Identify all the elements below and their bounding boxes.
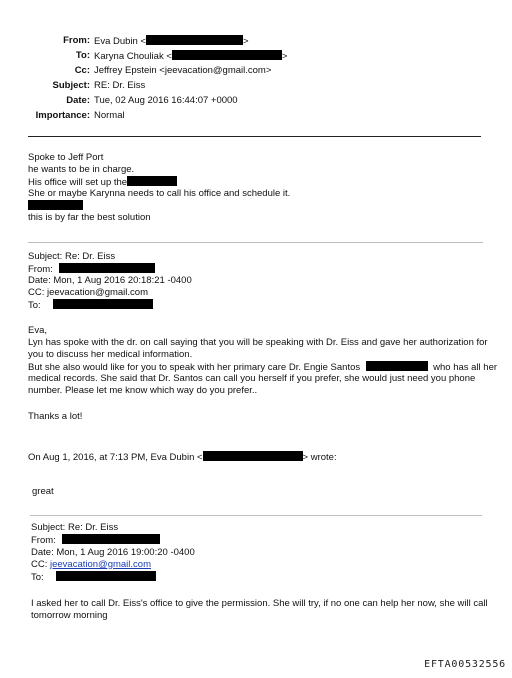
document-id: EFTA00532556 [424,659,506,670]
quoted1-p5: number. Please let me know which way do you prefer.. [28,385,258,396]
from-close: > [243,36,249,47]
to-value [94,50,287,63]
redaction-block [28,200,83,210]
quoted1-p3-text: But she also would like for you to speak with her primary care Dr. Engie Santos [28,362,361,373]
reply-text: great [32,486,54,497]
date-value: Tue, 02 Aug 2016 16:44:07 +0000 [94,95,238,106]
quoted1-subject: Subject: Re: Dr. Eiss [28,251,116,262]
quoted1-thanks: Thanks a lot! [28,411,83,422]
body-line-5: this is by far the best solution [28,212,151,223]
quoted1-p1: Lyn has spoke with the dr. on call saying that you will be speaking with Dr. Eiss and gave her authorization for [28,337,488,348]
to-close: > [281,51,288,62]
importance-value: Normal [94,110,125,121]
from-value [94,35,249,48]
header-divider [28,136,481,137]
quoted1-cc: CC: jeevacation@gmail.com [28,287,148,298]
quoted2-cc [31,559,151,571]
redaction-block [62,534,160,544]
quoted1-greeting: Eva, [28,325,48,336]
quoted1-date: Date: Mon, 1 Aug 2016 20:18:21 -0400 [28,275,192,286]
quote-divider-2 [30,515,482,516]
date-label: Date: [66,95,90,106]
quoted1-p4: medical records. She said that Dr. Santos can call you herself if you prefer, she would just need you phone [28,373,476,384]
to-name: Karyna Chouliak < [94,51,172,62]
body-line-3-text: His office will set up the [28,177,128,188]
quoted2-from-label: From: [31,535,56,546]
wrote-line [28,451,337,464]
email-link[interactable]: jeevacation@gmail.com [50,559,151,570]
quoted2-cc-label: CC: [31,559,50,570]
quote-divider-1 [28,242,483,243]
redaction-block [56,571,156,581]
subject-value: RE: Dr. Eiss [94,80,146,91]
quoted2-from [31,534,160,547]
redaction-block [172,50,282,60]
quoted2-subject: Subject: Re: Dr. Eiss [31,522,119,533]
body-line-4: She or maybe Karynna needs to call his office and schedule it. [28,188,291,199]
from-name: Eva Dubin < [94,36,147,47]
from-label: From: [63,35,90,46]
quoted2-date: Date: Mon, 1 Aug 2016 19:00:20 -0400 [31,547,195,558]
to-label: To: [75,50,90,61]
quoted2-to-label: To: [31,572,44,583]
quoted2-to [31,571,156,584]
redaction-block [366,361,428,371]
subject-label: Subject: [52,80,90,91]
body-line-2: he wants to be in charge. [28,164,135,175]
quoted2-p1: I asked her to call Dr. Eiss's office to give the permission. She will try, if no one can help her now, she will call [31,598,488,609]
cc-label: Cc: [74,65,90,76]
wrote-prefix: On Aug 1, 2016, at 7:13 PM, Eva Dubin < [28,452,203,463]
redaction-block [53,299,153,309]
wrote-suffix: > wrote: [302,452,337,463]
redaction-block [127,176,177,186]
quoted1-to [28,299,153,312]
redaction-block [203,451,303,461]
quoted1-to-label: To: [28,300,41,311]
quoted2-p2: tomorrow morning [31,610,108,621]
quoted1-from-label: From: [28,264,53,275]
body-line-1: Spoke to Jeff Port [28,152,104,163]
quoted1-p3-tail: who has all her [433,362,498,373]
redaction-block [146,35,243,45]
cc-value: Jeffrey Epstein <jeevacation@gmail.com> [94,65,272,76]
importance-label: Importance: [35,110,90,121]
redaction-block [59,263,155,273]
quoted1-p2: you to discuss her medical information. [28,349,193,360]
